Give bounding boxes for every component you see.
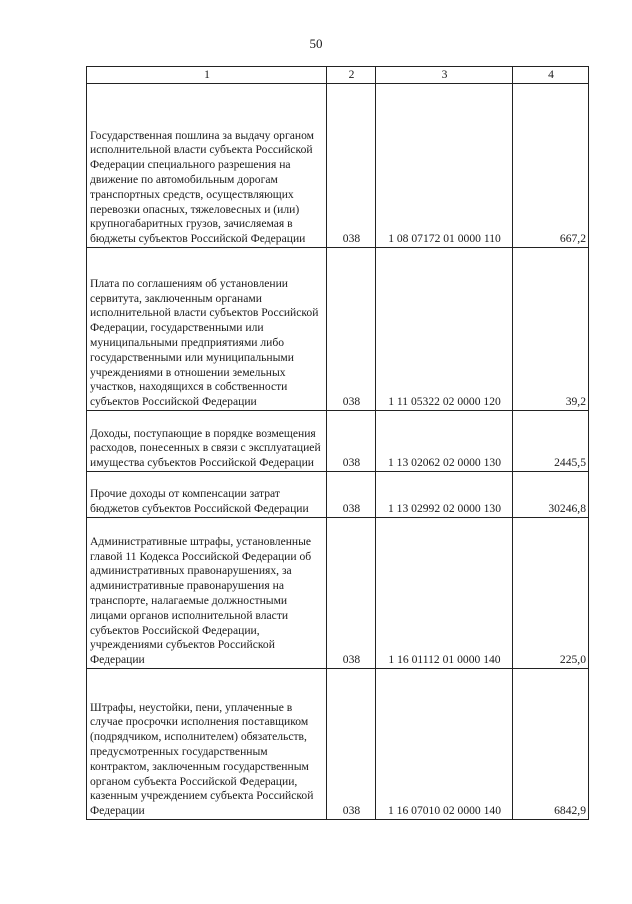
revenue-table <box>86 66 589 820</box>
column-header-1: 1 <box>87 67 327 84</box>
column-header-4: 4 <box>513 67 589 84</box>
admin-code-cell: 038 <box>327 472 376 518</box>
revenue-name-cell: Доходы, поступающие в порядке возмещения расходов, понесенных в связи с эксплуатацией имущества субъектов Российской Федерации <box>87 411 327 472</box>
page-number: 50 <box>309 36 323 51</box>
classification-code-cell: 1 13 02062 02 0000 130 <box>376 411 513 472</box>
admin-code-cell: 038 <box>327 248 376 411</box>
table-row <box>87 248 589 411</box>
table-row <box>87 669 589 820</box>
amount-cell: 30246,8 <box>513 472 589 518</box>
amount-cell: 667,2 <box>513 84 589 248</box>
classification-code-cell: 1 16 07010 02 0000 140 <box>376 669 513 820</box>
amount-cell: 6842,9 <box>513 669 589 820</box>
table-row <box>87 84 589 248</box>
table-row <box>87 411 589 472</box>
revenue-name-cell: Штрафы, неустойки, пени, уплаченные в случае просрочки исполнения поставщиком (подрядчиком, исполнителем) обязательств, предусмотренных государственным контрактом, заключенным государственным органом субъекта Российской Федерации, казенным учреждением субъекта Российской Федерации <box>87 669 327 820</box>
admin-code-cell: 038 <box>327 518 376 669</box>
classification-code-cell: 1 16 01112 01 0000 140 <box>376 518 513 669</box>
amount-cell: 39,2 <box>513 248 589 411</box>
amount-cell: 225,0 <box>513 518 589 669</box>
admin-code-cell: 038 <box>327 411 376 472</box>
admin-code-cell: 038 <box>327 669 376 820</box>
amount-cell: 2445,5 <box>513 411 589 472</box>
table-row <box>87 518 589 669</box>
table-header-row <box>87 67 589 84</box>
revenue-name-cell: Государственная пошлина за выдачу органом исполнительной власти субъекта Российской Федерации специального разрешения на движение по автомобильным дорогам транспортных средств, осуществляющих перевозки опасных, тяжеловесных и (или) крупногабаритных грузов, зачисляемая в бюджеты субъектов Российской Федерации <box>87 84 327 248</box>
column-header-2: 2 <box>327 67 376 84</box>
revenue-name-cell: Прочие доходы от компенсации затрат бюджетов субъектов Российской Федерации <box>87 472 327 518</box>
revenue-name-cell: Плата по соглашениям об установлении сервитута, заключенным органами исполнительной власти субъектов Российской Федерации, государственными или муниципальными предприятиями либо государственными или муниципальными учреждениями в отношении земельных участков, находящихся в собственности субъектов Российской Федерации <box>87 248 327 411</box>
column-header-3: 3 <box>376 67 513 84</box>
classification-code-cell: 1 11 05322 02 0000 120 <box>376 248 513 411</box>
admin-code-cell: 038 <box>327 84 376 248</box>
classification-code-cell: 1 08 07172 01 0000 110 <box>376 84 513 248</box>
table-row <box>87 472 589 518</box>
classification-code-cell: 1 13 02992 02 0000 130 <box>376 472 513 518</box>
revenue-name-cell: Административные штрафы, установленные главой 11 Кодекса Российской Федерации об административных правонарушениях, за административные правонарушения на транспорте, налагаемые должностными лицами органов исполнительной власти субъектов Российской Федерации, учреждениями субъектов Российской Федерации <box>87 518 327 669</box>
